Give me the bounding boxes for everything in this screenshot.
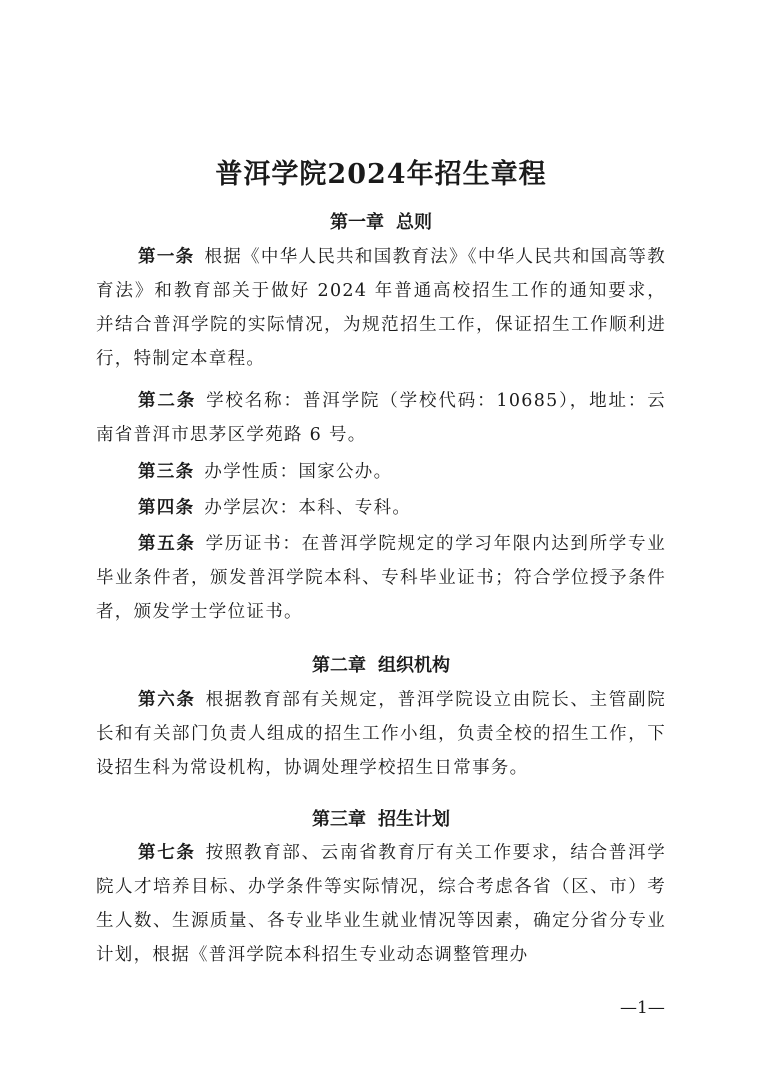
article-text: 学校名称：普洱学院（学校代码：10685），地址：云南省普洱市思茅区学苑路 6 号。 <box>96 391 666 445</box>
article-paragraph <box>96 455 666 489</box>
article-paragraph <box>96 240 666 376</box>
article-text: 办学性质：国家公办。 <box>204 462 393 482</box>
page-number: —1— <box>620 998 665 1018</box>
chapter-heading <box>0 805 762 831</box>
article-label: 第二条 <box>138 391 197 411</box>
article-label: 第一条 <box>138 247 195 267</box>
article-text: 学历证书：在普洱学院规定的学习年限内达到所学专业毕业条件者，颁发普洱学院本科、专科毕业证书；符合学位授予条件者，颁发学士学位证书。 <box>96 534 666 622</box>
article-paragraph <box>96 384 666 452</box>
article-label: 第五条 <box>138 534 196 554</box>
article-label: 第三条 <box>138 462 195 482</box>
article-label: 第六条 <box>138 690 196 710</box>
chapter-label: 第三章 <box>312 809 366 830</box>
article-paragraph <box>96 527 666 629</box>
article-paragraph <box>96 836 666 972</box>
chapter-title: 招生计划 <box>378 809 450 830</box>
chapter-label: 第一章 <box>330 212 384 233</box>
chapter-heading <box>0 651 762 677</box>
article-text: 根据《中华人民共和国教育法》《中华人民共和国高等教育法》和教育部关于做好 2024 年普通高校招生工作的通知要求，并结合普洱学院的实际情况，为规范招生工作，保证招生工作顺利进行，特制定本章程。 <box>96 247 667 369</box>
chapter-label: 第二章 <box>312 655 366 676</box>
article-paragraph <box>96 491 666 525</box>
chapter-heading <box>0 208 762 234</box>
article-label: 第四条 <box>138 498 195 518</box>
article-paragraph <box>96 683 666 785</box>
document-title: 普洱学院2024年招生章程 <box>215 159 547 190</box>
article-text: 办学层次：本科、专科。 <box>204 498 412 518</box>
article-text: 根据教育部有关规定，普洱学院设立由院长、主管副院长和有关部门负责人组成的招生工作小组，负责全校的招生工作，下设招生科为常设机构，协调处理学校招生日常事务。 <box>96 690 666 778</box>
chapter-title: 总则 <box>396 212 432 233</box>
chapter-title: 组织机构 <box>378 655 450 676</box>
article-text: 按照教育部、云南省教育厅有关工作要求，结合普洱学院人才培养目标、办学条件等实际情况，综合考虑各省（区、市）考生人数、生源质量、各专业毕业生就业情况等因素，确定分省分专业计划，根据《普洱学院本科招生专业动态调整管理办 <box>96 843 666 965</box>
article-label: 第七条 <box>138 843 196 863</box>
